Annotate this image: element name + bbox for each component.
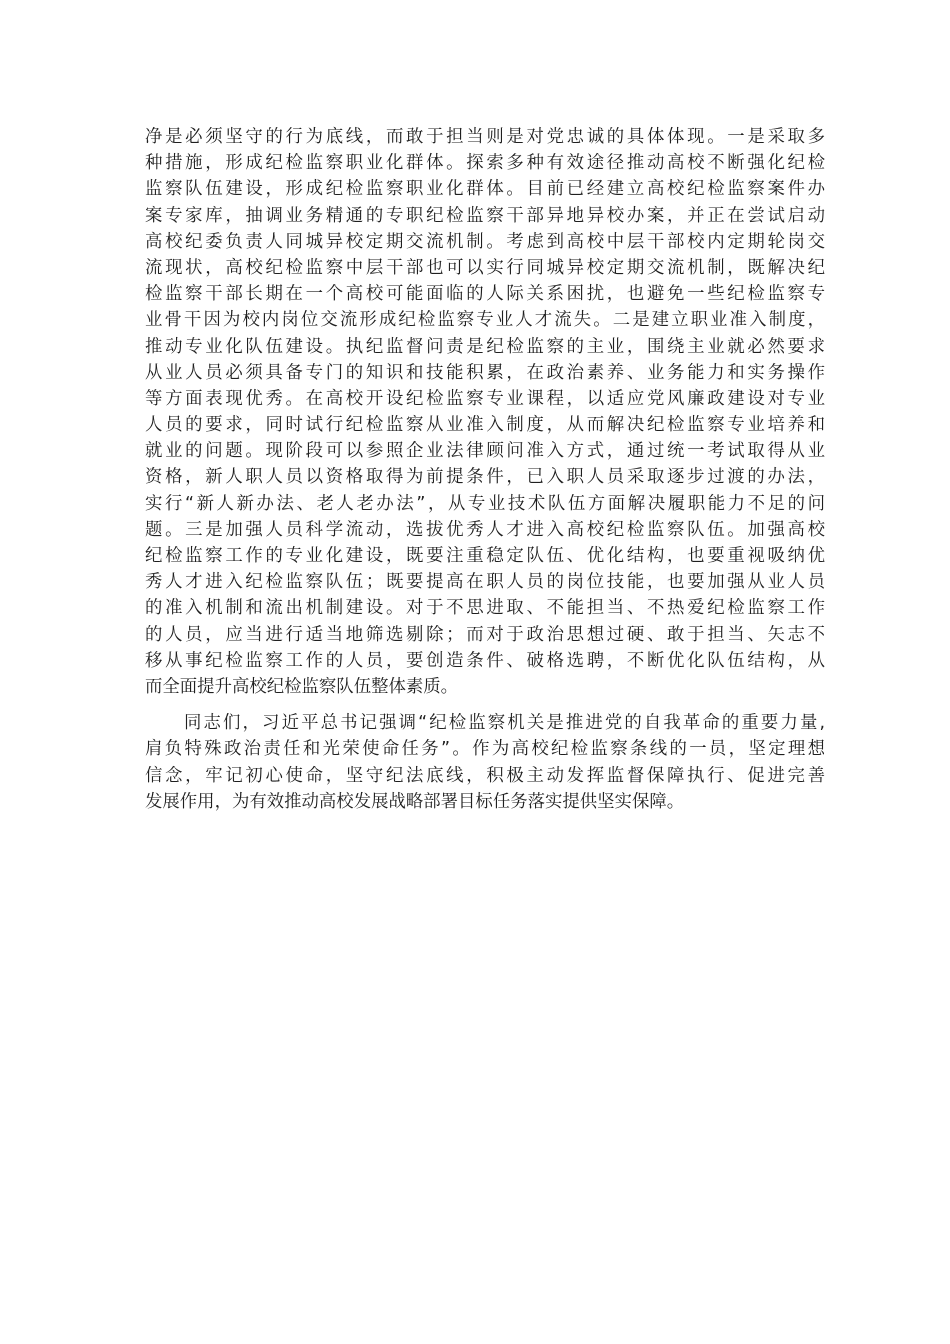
paragraph-line: 高校纪委负责人同城异校定期交流机制。考虑到高校中层干部校内定期轮岗交 [145, 231, 825, 252]
paragraph-line: 资格，新人职人员以资格取得为前提条件，已入职人员采取逐步过渡的办法， [145, 467, 825, 488]
paragraph-line: 的人员，应当进行适当地筛选剔除；而对于政治思想过硬、敢于担当、矢志不 [145, 624, 825, 645]
paragraph-line: 监察队伍建设，形成纪检监察职业化群体。目前已经建立高校纪检监察案件办 [145, 179, 825, 200]
paragraph-line: 就业的问题。现阶段可以参照企业法律顾问准入方式，通过统一考试取得从业 [145, 441, 825, 462]
paragraph-line: 等方面表现优秀。在高校开设纪检监察专业课程，以适应党风廉政建设对专业 [145, 388, 825, 409]
paragraph-line: 从业人员必须具备专门的知识和技能积累，在政治素养、业务能力和实务操作 [145, 362, 825, 383]
paragraph-line: 检监察干部长期在一个高校可能面临的人际关系困扰，也避免一些纪检监察专 [145, 284, 825, 305]
paragraph-line: 而全面提升高校纪检监察队伍整体素质。 [145, 676, 459, 697]
paragraph-2 [145, 710, 825, 815]
paragraph-line: 同志们，习近平总书记强调“纪检监察机关是推进党的自我革命的重要力量, [145, 713, 825, 734]
paragraph-line: 流现状，高校纪检监察中层干部也可以实行同城异校定期交流机制，既解决纪 [145, 257, 825, 278]
paragraph-line: 人员的要求，同时试行纪检监察从业准入制度，从而解决纪检监察专业培养和 [145, 415, 825, 436]
paragraph-1 [145, 124, 825, 700]
paragraph-line: 纪检监察工作的专业化建设，既要注重稳定队伍、优化结构，也要重视吸纳优 [145, 546, 825, 566]
paragraph-line: 业骨干因为校内岗位交流形成纪检监察专业人才流失。二是建立职业准入制度， [145, 310, 825, 331]
paragraph-line: 题。三是加强人员科学流动，选拔优秀人才进入高校纪检监察队伍。加强高校 [145, 519, 825, 540]
document-body [145, 124, 825, 815]
paragraph-line: 种措施，形成纪检监察职业化群体。探索多种有效途径推动高校不断强化纪检 [145, 153, 825, 174]
paragraph-line: 推动专业化队伍建设。执纪监督问责是纪检监察的主业，围绕主业就必然要求 [145, 336, 825, 357]
paragraph-line: 的准入机制和流出机制建设。对于不思进取、不能担当、不热爱纪检监察工作 [145, 598, 825, 619]
paragraph-line: 净是必须坚守的行为底线，而敢于担当则是对党忠诚的具体体现。一是采取多 [145, 127, 825, 147]
paragraph-line: 案专家库，抽调业务精通的专职纪检监察干部异地异校办案，并正在尝试启动 [145, 205, 825, 226]
paragraph-line: 发展作用，为有效推动高校发展战略部署目标任务落实提供坚实保障。 [145, 791, 685, 812]
paragraph-line: 肩负特殊政治责任和光荣使命任务”。作为高校纪检监察条线的一员，坚定理想 [145, 739, 825, 760]
paragraph-line: 实行“新人新办法、老人老办法”，从专业技术队伍方面解决履职能力不足的问 [145, 493, 825, 514]
paragraph-spacer [145, 700, 825, 710]
paragraph-line: 移从事纪检监察工作的人员，要创造条件、破格选聘，不断优化队伍结构，从 [145, 650, 825, 671]
paragraph-line: 信念，牢记初心使命，坚守纪法底线，积极主动发挥监督保障执行、促进完善 [145, 765, 825, 786]
paragraph-line: 秀人才进入纪检监察队伍；既要提高在职人员的岗位技能，也要加强从业人员 [145, 572, 825, 593]
